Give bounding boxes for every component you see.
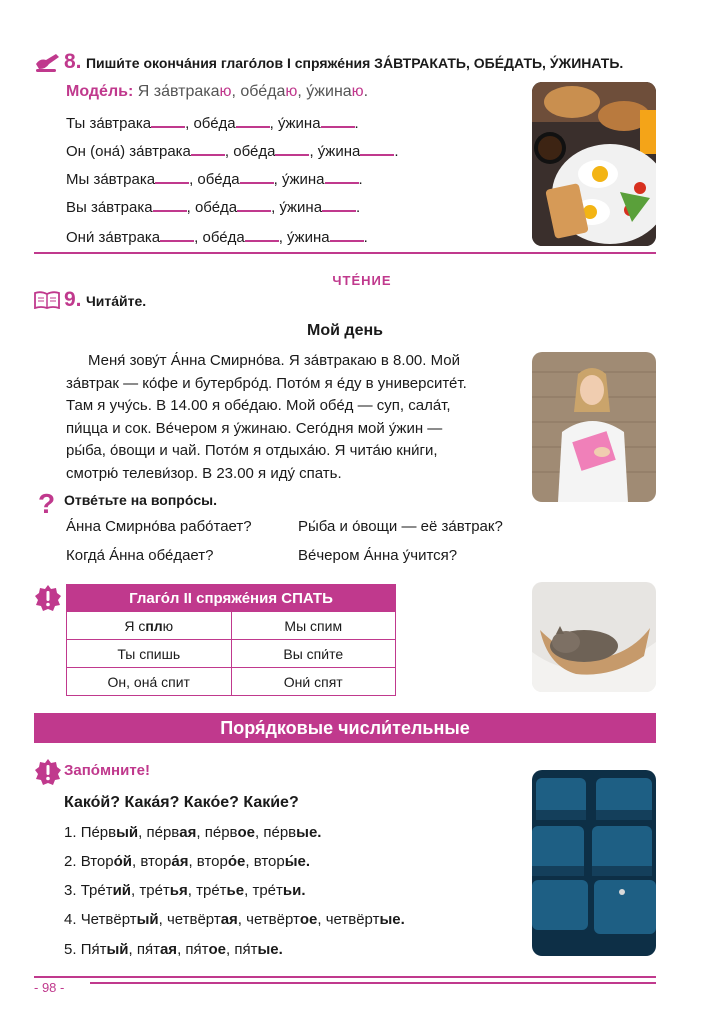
ordinal-stem: , четвёрт (158, 911, 221, 928)
ordinal-item (64, 882, 306, 899)
question-item: Ры́ба и о́вощи — её за́втрак? (298, 518, 503, 535)
row-text: Они́ за́втрака (66, 229, 161, 246)
row-text: . (363, 229, 368, 246)
row-text: , у́жина (278, 229, 330, 246)
table-cell: Вы спи́те (231, 640, 396, 668)
ordinal-stem: Четвёрт (80, 911, 137, 928)
row-text: . (354, 115, 359, 132)
blank-field[interactable] (160, 228, 194, 242)
blank-field[interactable] (237, 198, 271, 212)
ordinal-stem: , пя́т (226, 941, 258, 958)
ordinal-ending: ье (226, 882, 245, 899)
blank-field[interactable] (360, 142, 394, 156)
ordinal-stem: , втор (131, 853, 172, 870)
row-text: , обе́да (224, 143, 276, 160)
model-ending: ю (219, 83, 232, 100)
blank-field[interactable] (325, 170, 359, 184)
ordinal-ending: ые. (379, 911, 405, 928)
ordinal-item (64, 941, 283, 958)
text-title: Мой день (307, 322, 383, 339)
ordinal-ending: ая (179, 824, 197, 841)
ordinal-ending: ья (169, 882, 188, 899)
row-text: Вы за́втрака (66, 199, 153, 216)
blank-field[interactable] (330, 228, 364, 242)
ordinal-stem: Пе́рв (80, 824, 117, 841)
row-text: , у́жина (269, 115, 321, 132)
ordinal-number: 3. (64, 882, 81, 899)
ordinal-ending: ые. (296, 824, 322, 841)
ordinal-number: 2. (64, 853, 81, 870)
ordinal-stem: Втор (80, 853, 114, 870)
row-text: . (394, 143, 399, 160)
exercise-row (66, 114, 359, 134)
question-mark-icon: ? (38, 488, 56, 519)
writing-hand-icon (34, 50, 62, 74)
table-cell: Мы спим (231, 612, 396, 640)
ordinal-stem: , тре́т (131, 882, 170, 899)
blank-field[interactable] (153, 198, 187, 212)
ordinal-ending: ая (220, 911, 238, 928)
text-line: Там я учу́сь. В 14.00 я обе́даю. Мой обе́д — суп, сала́т, (66, 397, 451, 414)
woman-reading-photo (532, 352, 656, 502)
table-header: Глаго́л II спряже́ния СПАТЬ (67, 585, 396, 612)
text-line: пи́цца и сок. Ве́чером я у́жинаю. Сего́дня мой у́жин — (66, 419, 443, 437)
divider (34, 976, 656, 978)
ordinal-ending: ьи. (282, 882, 306, 899)
ordinal-stem: , пе́рв (196, 824, 238, 841)
ordinal-stem: , пя́т (177, 941, 209, 958)
cell-text: Я с (124, 617, 146, 634)
table-row (67, 668, 396, 696)
section-banner: Поря́дковые числи́тельные (34, 713, 656, 743)
exclamation-badge-icon (34, 584, 62, 612)
exercise-number: 9. (64, 288, 82, 311)
ordinal-item (64, 853, 310, 870)
blank-field[interactable] (275, 142, 309, 156)
table-cell: Они́ спят (231, 668, 396, 696)
stadium-seats-photo (532, 770, 656, 956)
model-label: Моде́ль: (66, 83, 134, 100)
ordinal-ending: ы́е. (284, 853, 311, 870)
row-text: , у́жина (309, 143, 361, 160)
book-icon (34, 291, 60, 309)
blank-field[interactable] (236, 114, 270, 128)
row-text: , обе́да (185, 115, 236, 132)
questions-heading: Отве́тьте на вопро́сы. (64, 492, 218, 508)
ordinal-ending: о́й (113, 853, 132, 870)
ordinal-number: 1. (64, 824, 81, 841)
model-part: Я за́втрака (137, 83, 220, 100)
model-part: , у́жина (297, 83, 352, 100)
section-heading: ЧТЕ́НИЕ (332, 273, 392, 288)
ordinal-stem: , пя́т (128, 941, 160, 958)
model-ending: ю (285, 83, 298, 100)
text-line: за́втрак — ко́фе и бутербро́д. Пото́м я е́ду в университе́т. (66, 374, 467, 392)
blank-field[interactable] (240, 170, 274, 184)
ordinal-stem: , тре́т (187, 882, 227, 899)
question-item: А́нна Смирно́ва рабо́тает? (66, 518, 252, 535)
ordinal-stem: , пе́рв (138, 824, 180, 841)
sleeping-cat-photo (532, 582, 656, 692)
exercise-row (66, 142, 399, 162)
blank-field[interactable] (191, 142, 225, 156)
row-text: , обе́да (194, 229, 245, 246)
blank-field[interactable] (321, 114, 355, 128)
ordinal-ending: ое (208, 941, 227, 958)
row-text: Мы за́втрака (66, 171, 156, 188)
ordinal-ending: ое (237, 824, 256, 841)
ordinal-ending: ые. (257, 941, 283, 958)
conjugation-table (66, 584, 396, 696)
row-text: Ты за́втрака (66, 115, 152, 132)
ordinal-ending: ое (299, 911, 318, 928)
exercise-instruction: Чита́йте. (85, 293, 147, 309)
remember-label: Запо́мните! (64, 762, 151, 779)
ordinal-ending: ая (159, 941, 178, 958)
ordinal-ending: ый (136, 911, 159, 928)
table-row (67, 612, 396, 640)
ordinal-number: 5. (64, 941, 81, 958)
row-text: , обе́да (189, 171, 240, 188)
ordinal-ending: о́е (227, 853, 246, 870)
exercise-9-header (64, 288, 146, 312)
divider (90, 982, 656, 984)
ordinal-item (64, 824, 321, 841)
ordinal-ending: ый (106, 941, 129, 958)
ordinal-stem: , четвёрт (237, 911, 300, 928)
ordinal-ending: ий (112, 882, 132, 899)
exercise-row (66, 170, 363, 190)
cell-text: ю (162, 617, 174, 634)
row-text: . (358, 171, 363, 188)
row-text: , у́жина (271, 199, 323, 216)
blank-field[interactable] (322, 198, 356, 212)
table-cell: Он, она́ спит (67, 668, 232, 696)
row-text: , у́жина (273, 171, 325, 188)
breakfast-photo (532, 82, 656, 246)
ordinal-item (64, 911, 405, 928)
exercise-number: 8. (64, 50, 82, 73)
ordinal-stem: Пя́т (80, 941, 107, 958)
ordinal-stem: , тре́т (244, 882, 283, 899)
cell-text-bold: пл (145, 617, 163, 634)
table-row (67, 640, 396, 668)
exclamation-badge-icon (34, 758, 62, 786)
text-line: ры́ба, о́вощи и чай. Пото́м я отдыха́ю. Я чита́ю кни́ги, (66, 442, 438, 459)
ordinal-question: Како́й? Кака́я? Како́е? Каки́е? (64, 794, 299, 811)
model-line (66, 82, 368, 102)
ordinal-stem: , втор (188, 853, 228, 870)
row-text: . (356, 199, 361, 216)
blank-field[interactable] (155, 170, 189, 184)
exercise-row (66, 198, 360, 218)
model-part: , обе́да (231, 83, 286, 100)
ordinal-stem: Тре́т (80, 882, 113, 899)
ordinal-stem: , четвёрт (317, 911, 380, 928)
model-ending: ю (351, 83, 364, 100)
table-cell: Ты спишь (67, 640, 232, 668)
blank-field[interactable] (151, 114, 185, 128)
text-line: Меня́ зову́т А́нна Смирно́ва. Я за́втракаю в 8.00. Мой (88, 352, 460, 369)
row-text: , обе́да (186, 199, 238, 216)
ordinal-ending: ый (116, 824, 139, 841)
blank-field[interactable] (245, 228, 279, 242)
ordinal-stem: , пе́рв (255, 824, 297, 841)
page-number: - 98 - (34, 980, 65, 995)
question-item: Ве́чером А́нна у́чится? (298, 547, 458, 564)
text-line: смотрю́ телеви́зор. В 23.00 я иду́ спать. (66, 464, 342, 482)
ordinal-number: 4. (64, 911, 81, 928)
row-text: Он (она́) за́втрака (66, 143, 191, 160)
table-cell (67, 612, 232, 640)
ordinal-ending: а́я (171, 853, 189, 870)
exercise-8-header (64, 50, 623, 74)
divider (34, 252, 656, 254)
question-item: Когда́ А́нна обе́дает? (66, 547, 214, 564)
reading-text (66, 350, 526, 485)
model-part: . (363, 83, 369, 100)
ordinal-stem: , втор (245, 853, 285, 870)
exercise-row (66, 228, 368, 248)
exercise-instruction: Пиши́те оконча́ния глаго́лов I спряже́ния ЗА́ВТРАКАТЬ, ОБЕ́ДАТЬ, У́ЖИНАТЬ. (85, 55, 624, 71)
